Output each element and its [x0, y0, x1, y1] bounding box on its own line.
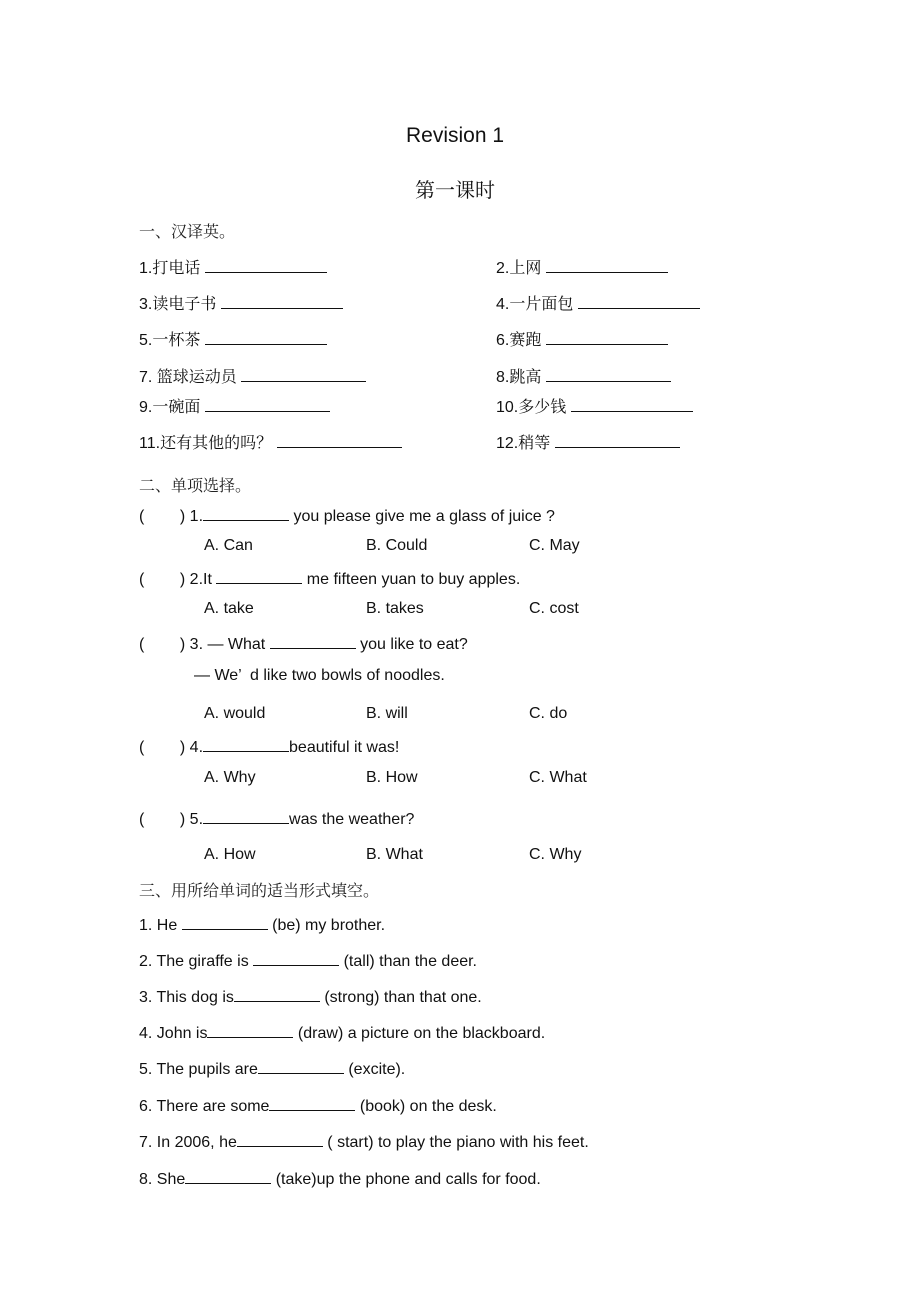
answer-blank[interactable]	[205, 330, 327, 345]
question-text-after: you like to eat?	[355, 636, 468, 653]
sentence-before: 5. The pupils are	[139, 1061, 258, 1078]
page-title: Revision 1	[405, 124, 505, 147]
item-number: 10.	[496, 399, 519, 416]
question-text-before: — What	[203, 636, 270, 653]
option-a: A. Can	[204, 537, 253, 554]
translate-item	[496, 430, 680, 453]
answer-blank[interactable]	[205, 258, 327, 273]
option-c: C. Why	[529, 846, 582, 863]
option-c: C. cost	[529, 600, 579, 617]
item-prompt: 上网	[509, 258, 542, 277]
answer-blank[interactable]	[270, 634, 356, 649]
sentence-after: (be) my brother.	[267, 917, 386, 934]
fill-in-item	[139, 1132, 589, 1152]
choice-question	[139, 809, 414, 829]
answer-blank[interactable]	[546, 330, 668, 345]
answer-paren[interactable]: ( ) 1.	[139, 508, 204, 525]
answer-blank[interactable]	[207, 1023, 293, 1038]
translate-item	[139, 291, 343, 314]
item-prompt: 读电子书	[152, 294, 217, 313]
answer-blank[interactable]	[546, 367, 671, 382]
fill-in-item	[139, 1096, 497, 1116]
choice-question	[139, 569, 520, 589]
choice-question	[139, 737, 399, 757]
translate-item	[496, 394, 693, 417]
section-heading-fill-in: 三、用所给单词的适当形式填空。	[139, 881, 380, 900]
answer-blank[interactable]	[182, 915, 268, 930]
option-b: B. Could	[366, 537, 428, 554]
fill-in-item	[139, 1059, 405, 1079]
item-number: 3.	[139, 296, 153, 313]
item-prompt: 还有其他的吗？	[160, 433, 273, 452]
item-prompt: 篮球运动员	[156, 367, 237, 386]
translate-item	[139, 364, 366, 387]
translate-item	[496, 364, 671, 387]
translate-item	[496, 327, 668, 350]
fill-in-item	[139, 987, 482, 1007]
question-text-after: beautiful it was!	[289, 739, 400, 756]
option-a: A. take	[204, 600, 254, 617]
answer-blank[interactable]	[571, 397, 693, 412]
sentence-after: ( start) to play the piano with his feet.	[322, 1134, 589, 1151]
section-heading-translate: 一、汉译英。	[139, 222, 236, 241]
item-prompt: 跳高	[509, 367, 542, 386]
sentence-after: (strong) than that one.	[319, 989, 482, 1006]
translate-item	[139, 394, 330, 417]
choice-question	[139, 506, 555, 526]
answer-blank[interactable]	[203, 737, 289, 752]
item-prompt: 赛跑	[509, 330, 542, 349]
option-c: C. do	[529, 705, 568, 722]
answer-blank[interactable]	[221, 294, 343, 309]
option-a: A. would	[204, 705, 266, 722]
sentence-before: 1. He	[139, 917, 182, 934]
fill-in-item	[139, 1023, 545, 1043]
answer-blank[interactable]	[203, 809, 289, 824]
sentence-before: 2. The giraffe is	[139, 953, 254, 970]
sentence-after: (take)up the phone and calls for food.	[271, 1171, 541, 1188]
sentence-after: (book) on the desk.	[355, 1098, 497, 1115]
answer-paren[interactable]: ( ) 3.	[139, 636, 204, 653]
answer-blank[interactable]	[269, 1096, 355, 1111]
option-b: B. How	[366, 769, 418, 786]
item-number: 6.	[496, 332, 510, 349]
option-c: C. What	[529, 769, 587, 786]
fill-in-item	[139, 1169, 541, 1189]
answer-blank[interactable]	[185, 1169, 271, 1184]
item-prompt: 一碗面	[152, 397, 201, 416]
question-text-after: was the weather?	[289, 811, 415, 828]
translate-item	[139, 327, 327, 350]
answer-paren[interactable]: ( ) 5.	[139, 811, 204, 828]
answer-blank[interactable]	[216, 569, 302, 584]
answer-paren[interactable]: ( ) 4.	[139, 739, 204, 756]
option-a: A. Why	[204, 769, 256, 786]
sentence-before: 7. In 2006, he	[139, 1134, 237, 1151]
sentence-before: 3. This dog is	[139, 989, 234, 1006]
page-subtitle: 第一课时	[415, 178, 495, 202]
section-heading-choice: 二、单项选择。	[139, 476, 252, 495]
answer-blank[interactable]	[237, 1132, 323, 1147]
option-b: B. will	[366, 705, 408, 722]
translate-item	[139, 430, 402, 453]
answer-blank[interactable]	[253, 951, 339, 966]
item-prompt: 一杯茶	[152, 330, 201, 349]
answer-blank[interactable]	[578, 294, 700, 309]
item-number: 11.	[139, 435, 161, 452]
item-number: 1.	[139, 260, 153, 277]
item-prompt: 一片面包	[509, 294, 574, 313]
item-prompt: 稍等	[518, 433, 551, 452]
answer-blank[interactable]	[234, 987, 320, 1002]
dialogue-reply: — We’ d like two bowls of noodles.	[194, 667, 445, 684]
fill-in-item	[139, 915, 385, 935]
sentence-before: 4. John is	[139, 1025, 208, 1042]
option-b: B. What	[366, 846, 423, 863]
item-number: 7.	[139, 369, 157, 386]
answer-blank[interactable]	[258, 1059, 344, 1074]
item-number: 4.	[496, 296, 510, 313]
sentence-before: 8. She	[139, 1171, 186, 1188]
answer-blank[interactable]	[277, 433, 402, 448]
answer-blank[interactable]	[205, 397, 330, 412]
sentence-after: (draw) a picture on the blackboard.	[293, 1025, 546, 1042]
sentence-after: (excite).	[343, 1061, 406, 1078]
option-a: A. How	[204, 846, 256, 863]
answer-blank[interactable]	[555, 433, 680, 448]
translate-item	[496, 291, 700, 314]
question-text-after: you please give me a glass of juice ?	[289, 508, 555, 525]
item-prompt: 多少钱	[518, 397, 567, 416]
answer-blank[interactable]	[203, 506, 289, 521]
question-text-before: It	[203, 571, 217, 588]
item-number: 2.	[496, 260, 510, 277]
translate-item	[496, 255, 668, 278]
translate-item	[139, 255, 327, 278]
item-number: 8.	[496, 369, 510, 386]
answer-blank[interactable]	[546, 258, 668, 273]
sentence-before: 6. There are some	[139, 1098, 270, 1115]
question-text-after: me fifteen yuan to buy apples.	[302, 571, 521, 588]
choice-question	[139, 634, 468, 654]
fill-in-item	[139, 951, 477, 971]
option-b: B. takes	[366, 600, 424, 617]
option-c: C. May	[529, 537, 580, 554]
answer-paren[interactable]: ( ) 2.	[139, 571, 204, 588]
item-number: 12.	[496, 435, 519, 452]
item-number: 5.	[139, 332, 153, 349]
sentence-after: (tall) than the deer.	[339, 953, 477, 970]
answer-blank[interactable]	[241, 367, 366, 382]
item-prompt: 打电话	[152, 258, 201, 277]
item-number: 9.	[139, 399, 153, 416]
